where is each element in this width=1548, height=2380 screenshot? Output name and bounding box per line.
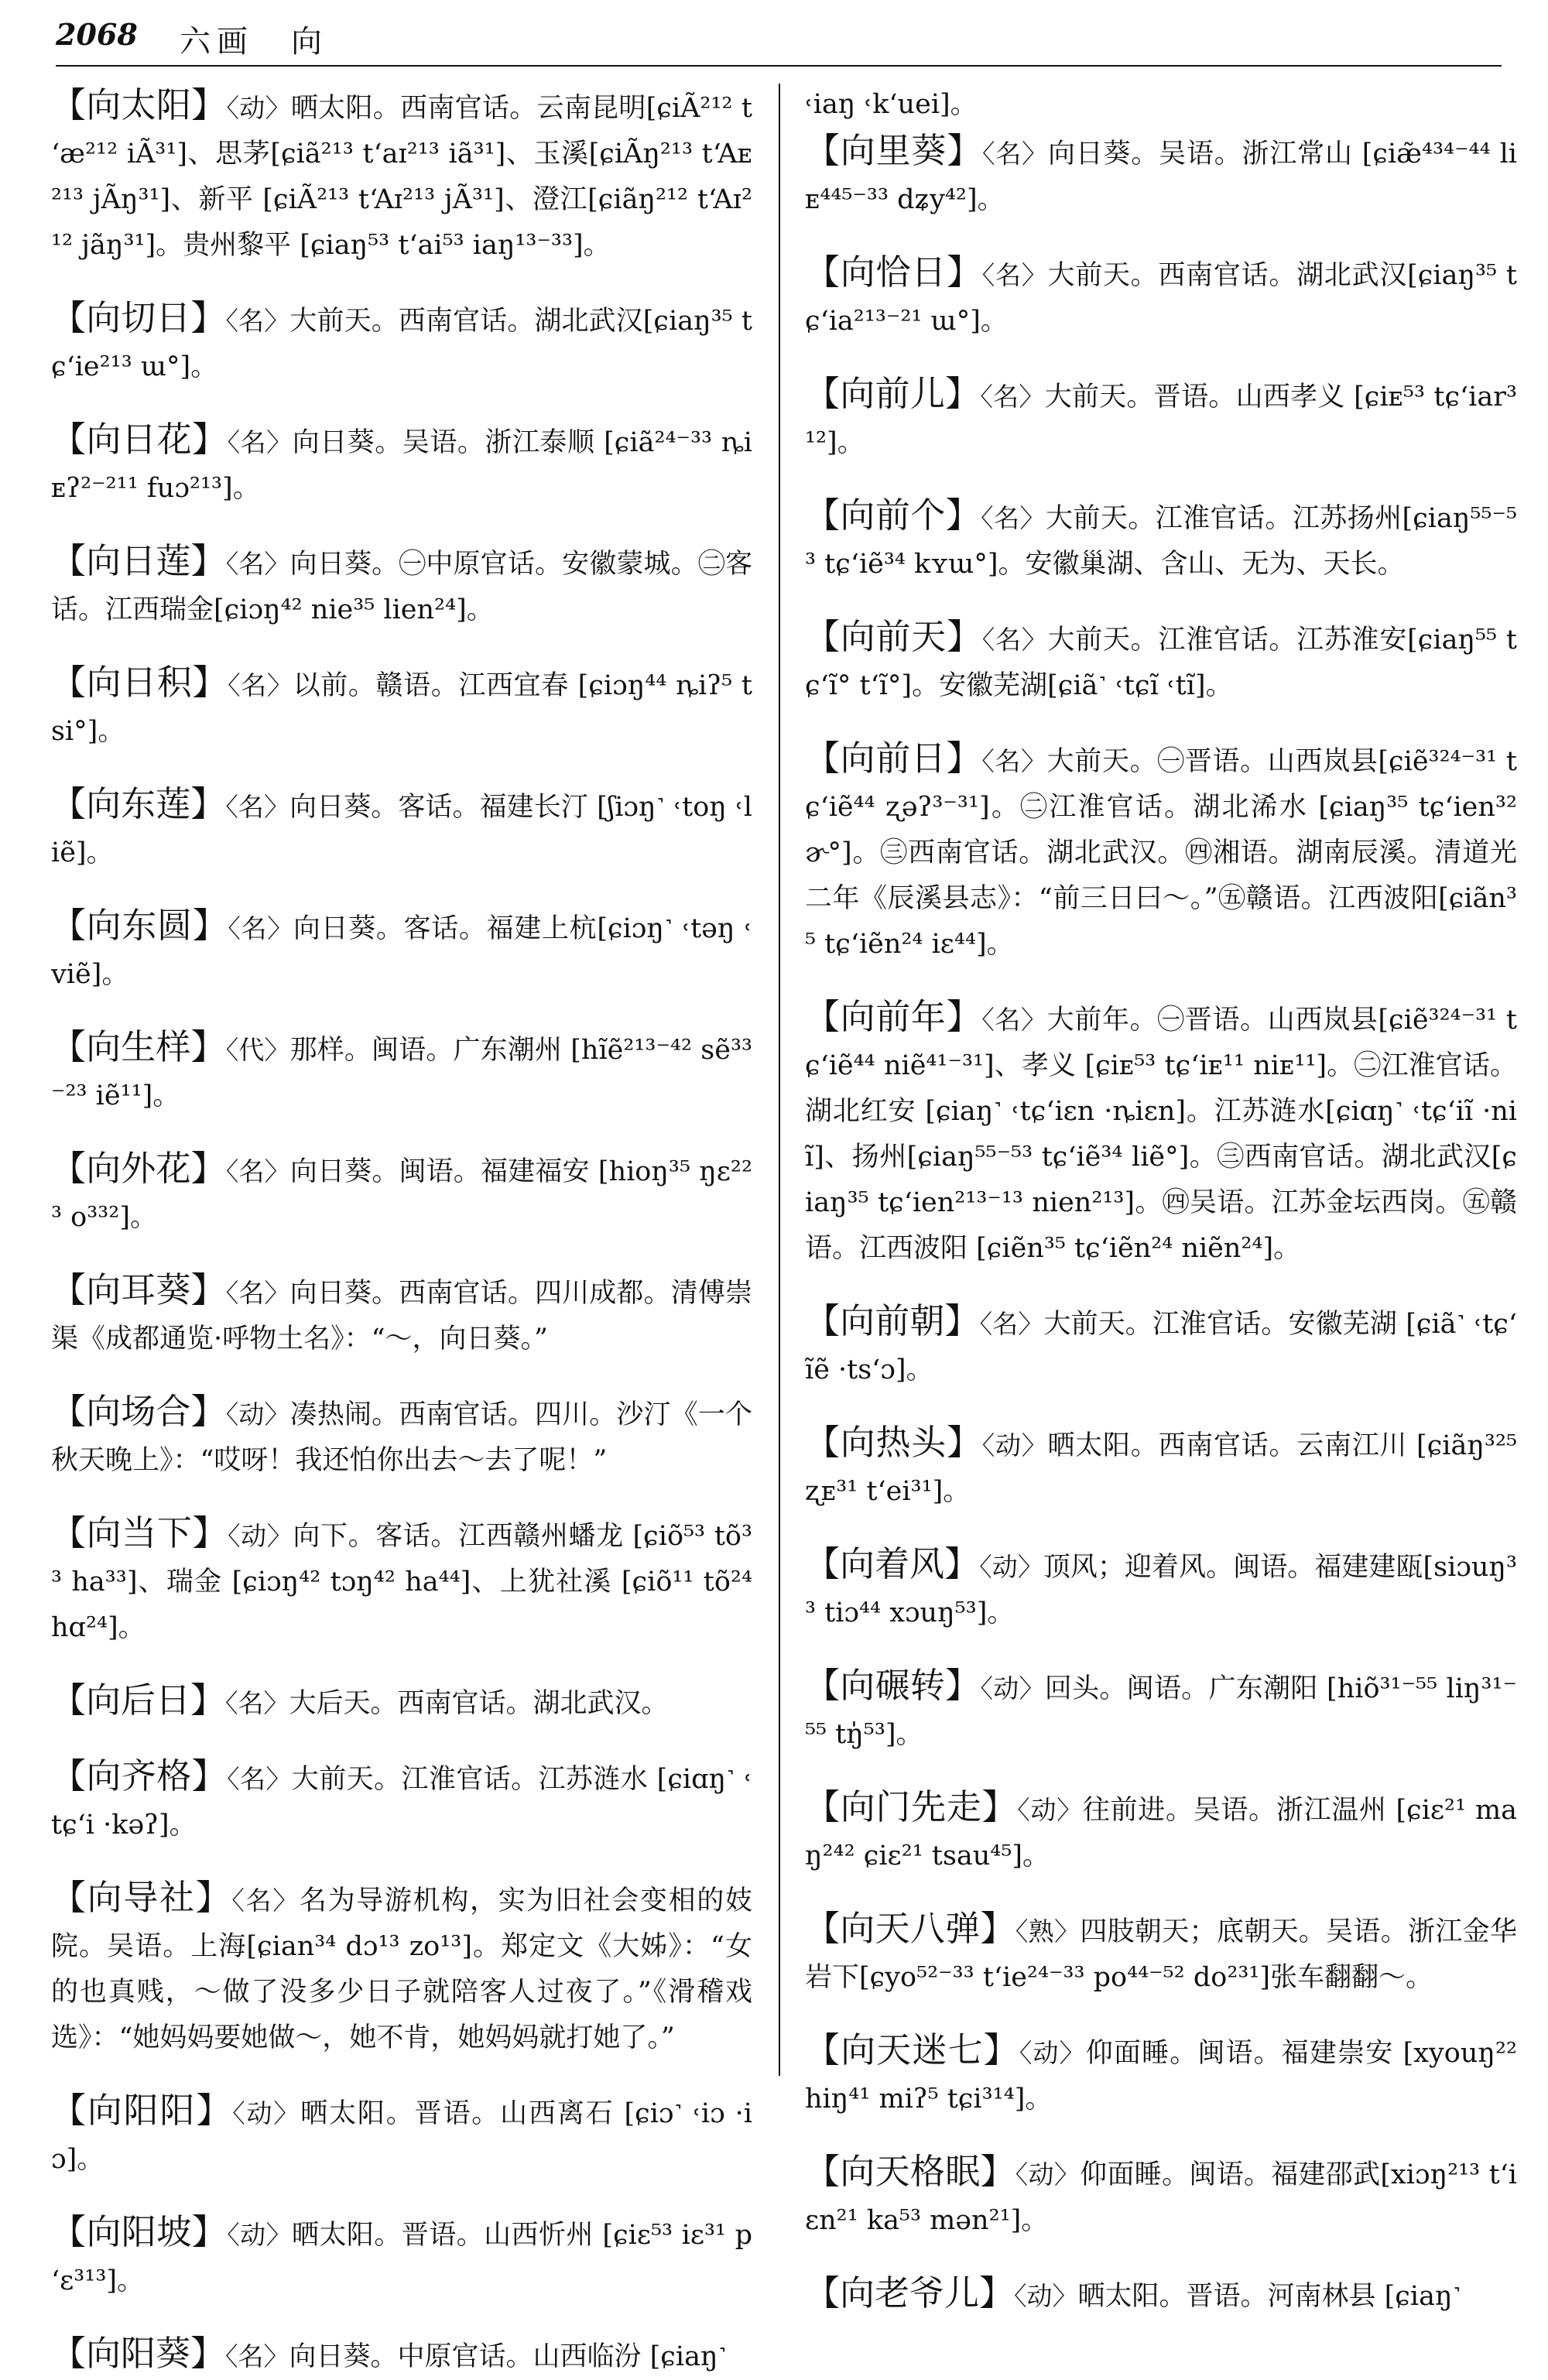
entry-definition: 晒太阳。西南官话。云南江川 [ɕiãŋ³²⁵ ʐᴇ³¹ tʻei³¹]。 [805, 1430, 1518, 1507]
part-of-speech: 〈名〉 [227, 427, 293, 457]
dictionary-entry [51, 295, 752, 390]
entry-definition: 大前天。西南官话。湖北武汉[ɕiaŋ³⁵ tɕʻia²¹³⁻²¹ ɯ°]。 [805, 260, 1517, 337]
entry-definition: 大前天。晋语。山西孝义 [ɕiᴇ⁵³ tɕʻiar³¹²]。 [805, 382, 1517, 458]
entry-definition: 回头。闽语。广东潮阳 [hiõ³¹⁻⁵⁵ liŋ³¹⁻⁵⁵ tŋ̍⁵³]。 [805, 1673, 1517, 1750]
entry-headword: 【向前儿】 [805, 373, 981, 414]
header-rule [56, 65, 1502, 67]
entry-definition: 往前进。吴语。浙江温州 [ɕiɛ²¹ maŋ²⁴² ɕiɛ²¹ tsau⁴⁵]。 [805, 1795, 1518, 1871]
entry-headword: 【向前年】 [805, 996, 982, 1037]
dictionary-entry [805, 371, 1517, 466]
dictionary-entry [805, 1298, 1517, 1393]
page-number: 2068 [56, 17, 138, 52]
entry-definition: 向日葵。中原官话。山西临汾 [ɕiaŋ˺ [289, 2341, 728, 2372]
dictionary-entry [51, 1145, 752, 1241]
entry-headword: 【向场合】 [51, 1391, 226, 1432]
entry-definition: 向日葵。西南官话。四川成都。清傅崇渠《成都通览·呼物土名》：“～，向日葵。” [51, 1278, 752, 1354]
part-of-speech: 〈名〉 [981, 746, 1047, 776]
entry-headword: 【向日积】 [51, 662, 228, 703]
dictionary-entry [805, 1906, 1517, 2001]
entry-definition: 向日葵。客话。福建长汀 [ʃiɔŋ˺ ˓toŋ ˓liẽ]。 [51, 792, 752, 868]
continuation-text: ˓iaŋ ˓kʻuei]。 [805, 89, 978, 120]
part-of-speech: 〈名〉 [981, 503, 1046, 533]
part-of-speech: 〈名〉 [225, 2341, 289, 2371]
entry-headword: 【向导社】 [51, 1877, 232, 1918]
dictionary-entry [51, 1677, 752, 1727]
part-of-speech: 〈动〉 [1014, 2281, 1078, 2311]
entry-definition: 晒太阳。西南官话。云南昆明[ɕiÃ²¹² tʻæ²¹² iÃ³¹]、思茅[ɕiã²¹³ tʻaɪ²¹³ iã³¹]、玉溪[ɕiÃŋ²¹³ tʻAᴇ²¹³ jÃŋ³¹]、新平 [ɕiÃ²¹³ tʻAɪ²¹³ jÃ³¹]、澄江[ɕiãŋ²¹² tʻAɪ²¹² jãŋ³¹]。贵州黎平 [ɕiaŋ⁵³ tʻai⁵³ iaŋ¹³⁻³³]。 [51, 93, 753, 261]
entry-definition: 向日葵。吴语。浙江常山 [ɕiæ̃⁴³⁴⁻⁴⁴ liᴇ⁴⁴⁵⁻³³ dʑy⁴²]。 [805, 139, 1517, 215]
entry-definition: 大前天。江淮官话。江苏淮安[ɕiaŋ⁵⁵ tɕʻĩ° tʻĩ°]。安徽芜湖[ɕiã˺ ˓tɕĩ ˓tĩ]。 [805, 625, 1517, 701]
part-of-speech: 〈名〉 [225, 792, 290, 822]
entry-headword: 【向东莲】 [51, 783, 226, 824]
entry-headword: 【向前天】 [805, 616, 982, 657]
dictionary-entry [51, 659, 752, 755]
entry-headword: 【向碾转】 [805, 1665, 981, 1706]
dictionary-entry [805, 2149, 1517, 2244]
section-title: 六画 向 [180, 24, 328, 60]
part-of-speech: 〈动〉 [227, 2220, 293, 2250]
entry-headword: 【向老爷儿】 [805, 2272, 1015, 2313]
part-of-speech: 〈名〉 [225, 1278, 290, 1308]
entry-definition: 大前天。江淮官话。江苏扬州[ɕiaŋ⁵⁵⁻⁵³ tɕʻiẽ³⁴ kʏɯ°]。安徽巢湖、含山、无为、天长。 [805, 503, 1517, 580]
part-of-speech: 〈名〉 [982, 139, 1048, 169]
entry-definition: 晒太阳。晋语。河南林县 [ɕiaŋ˺ [1077, 2281, 1462, 2312]
entry-definition: 向日葵。客话。福建上杭[ɕiɔŋ˺ ˓təŋ ˓viẽ]。 [51, 913, 752, 990]
right-column [805, 82, 1517, 2320]
dictionary-entry [51, 416, 752, 512]
entry-definition: 凑热闹。西南官话。四川。沙汀《一个秋天晚上》：“哎呀！我还怕你出去～去了呢！” [51, 1399, 752, 1476]
dictionary-entry [51, 2087, 752, 2183]
dictionary-entry [51, 1389, 752, 1484]
entry-definition: 那样。闽语。广东潮州 [hĩẽ²¹³⁻⁴² sẽ³³⁻²³ iẽ¹¹]。 [51, 1035, 753, 1111]
entry-definition: 大前天。西南官话。湖北武汉[ɕiaŋ³⁵ tɕʻie²¹³ ɯ°]。 [51, 306, 752, 382]
dictionary-entry [805, 249, 1517, 344]
part-of-speech: 〈代〉 [225, 1035, 290, 1065]
dictionary-entry [51, 1267, 752, 1362]
entry-definition: 向日葵。㊀中原官话。安徽蒙城。㊁客话。江西瑞金[ɕiɔŋ⁴² nie³⁵ lien²⁴]。 [51, 549, 752, 625]
entry-headword: 【向齐格】 [51, 1755, 228, 1796]
dictionary-entry [51, 1753, 752, 1848]
dictionary-entry [805, 994, 1517, 1272]
entry-definition: 向日葵。吴语。浙江泰顺 [ɕiã²⁴⁻³³ ȵiᴇʔ²⁻²¹¹ fuɔ²¹³]。 [51, 427, 752, 504]
entry-headword: 【向前朝】 [805, 1300, 980, 1341]
entry-definition: 仰面睡。闽语。福建崇安 [xyouŋ²² hiŋ⁴¹ miʔ⁵ tɕi³¹⁴]。 [805, 2038, 1518, 2115]
dictionary-entry [805, 492, 1517, 587]
dictionary-entry [805, 1541, 1517, 1636]
part-of-speech: 〈动〉 [981, 1430, 1048, 1461]
entry-definition: 大后天。西南官话。湖北武汉。 [289, 1688, 669, 1719]
part-of-speech: 〈名〉 [225, 306, 290, 336]
entry-headword: 【向着风】 [805, 1543, 980, 1584]
entry-definition: 晒太阳。晋语。山西忻州 [ɕiɛ⁵³ iɛ³¹ pʻɛ³¹³]。 [51, 2220, 752, 2296]
part-of-speech: 〈动〉 [226, 93, 291, 123]
dictionary-entry [51, 1510, 752, 1651]
part-of-speech: 〈名〉 [981, 1005, 1047, 1035]
entry-headword: 【向天八弹】 [805, 1908, 1015, 1949]
entry-definition: 顶风；迎着风。闽语。福建建瓯[siɔuŋ³³ tiɔ⁴⁴ xɔuŋ⁵³]。 [805, 1552, 1517, 1628]
entry-headword: 【向东圆】 [51, 905, 228, 946]
part-of-speech: 〈名〉 [980, 382, 1045, 412]
entry-headword: 【向当下】 [51, 1512, 228, 1553]
entry-definition: 大前天。㊀晋语。山西岚县[ɕiẽ³²⁴⁻³¹ tɕʻiẽ⁴⁴ ʐəʔ³⁻³¹]。㊁江淮官话。湖北浠水 [ɕiaŋ³⁵ tɕʻien³² ɚ°]。㊂西南官话。湖北武汉。㊃湘语。湖南辰溪。清道光二年《辰溪县志》：“前三日曰～。”㊄赣语。江西波阳[ɕiãn³⁵ tɕʻiẽn²⁴ iɛ⁴⁴]。 [805, 746, 1517, 960]
entry-headword: 【向门先走】 [805, 1786, 1018, 1827]
dictionary-entry [805, 735, 1517, 967]
entry-headword: 【向生样】 [51, 1026, 226, 1067]
part-of-speech: 〈名〉 [225, 549, 290, 579]
dictionary-entry [805, 614, 1517, 709]
dictionary-entry [805, 1419, 1517, 1515]
entry-definition: 四肢朝天；底朝天。吴语。浙江金华岩下[ɕyo⁵²⁻³³ tʻie²⁴⁻³³ po⁴⁴⁻⁵² do²³¹]张车翻翻～。 [805, 1916, 1517, 1993]
entry-headword: 【向日莲】 [51, 540, 226, 581]
part-of-speech: 〈名〉 [225, 1156, 290, 1187]
entry-headword: 【向恰日】 [805, 252, 982, 293]
page-header [56, 14, 1502, 60]
part-of-speech: 〈动〉 [1015, 2159, 1081, 2190]
part-of-speech: 〈动〉 [228, 1521, 293, 1551]
entry-headword: 【向天格眠】 [805, 2151, 1015, 2192]
entry-headword: 【向后日】 [51, 1680, 226, 1721]
entry-headword: 【向里葵】 [805, 130, 983, 171]
dictionary-entry [51, 1024, 752, 1119]
entry-headword: 【向阳坡】 [51, 2211, 228, 2252]
entry-headword: 【向热头】 [805, 1422, 982, 1463]
part-of-speech: 〈名〉 [981, 260, 1048, 290]
part-of-speech: 〈动〉 [232, 2098, 301, 2128]
entry-headword: 【向日花】 [51, 419, 228, 460]
dictionary-entry [805, 1784, 1517, 1879]
part-of-speech: 〈动〉 [1017, 1795, 1083, 1825]
dictionary-entry [51, 2209, 752, 2304]
part-of-speech: 〈动〉 [1019, 2038, 1086, 2068]
entry-definition: 以前。赣语。江西宜春 [ɕiɔŋ⁴⁴ ȵiʔ⁵ tsi°]。 [51, 670, 752, 747]
entry-definition: 向日葵。闽语。福建福安 [hioŋ³⁵ ŋɛ²²³ o³³²]。 [51, 1156, 752, 1233]
entry-headword: 【向太阳】 [51, 84, 227, 125]
part-of-speech: 〈动〉 [225, 1399, 290, 1430]
part-of-speech: 〈熟〉 [1015, 1916, 1081, 1947]
entry-headword: 【向阳阳】 [51, 2090, 233, 2131]
dictionary-entry [805, 2270, 1517, 2320]
dictionary-entry [51, 781, 752, 876]
dictionary-entry [51, 538, 752, 633]
part-of-speech: 〈名〉 [227, 1764, 292, 1794]
entry-definition: 向下。客话。江西赣州蟠龙 [ɕiõ⁵³ tõ³³ ha³³]、瑞金 [ɕiɔŋ⁴² tɔŋ⁴² ha⁴⁴]、上犹社溪 [ɕiõ¹¹ tõ²⁴ hɑ²⁴]。 [51, 1521, 752, 1643]
entry-definition: 仰面睡。闽语。福建邵武[xiɔŋ²¹³ tʻiɛn²¹ ka⁵³ mən²¹]。 [805, 2159, 1517, 2236]
dictionary-entry [51, 2330, 752, 2380]
entry-headword: 【向外花】 [51, 1148, 226, 1189]
entry-definition: 名为导游机构，实为旧社会变相的妓院。吴语。上海[ɕian³⁴ dɔ¹³ zo¹³]。郑定文《大姊》：“女的也真贱，～做了没多少日子就陪客人过夜了。”《滑稽戏选》：“她妈妈要她做～，她不肯，她妈妈就打她了。” [51, 1885, 752, 2053]
part-of-speech: 〈动〉 [980, 1673, 1045, 1704]
entry-headword: 【向天迷七】 [805, 2029, 1019, 2070]
entry-definition: 大前天。江淮官话。江苏涟水 [ɕiɑŋ˺ ˓tɕʻi ·kəʔ]。 [51, 1764, 752, 1841]
entry-definition: 晒太阳。晋语。山西离石 [ɕiɔ˺ ˓iɔ ·iɔ]。 [51, 2098, 752, 2175]
entry-headword: 【向阳葵】 [51, 2333, 226, 2374]
entry-headword: 【向前日】 [805, 738, 982, 779]
column-divider [779, 84, 780, 2076]
entry-headword: 【向切日】 [51, 297, 226, 338]
entry-definition: 大前天。江淮官话。安徽芜湖 [ɕiã˺ ˓tɕʻĩẽ ·tsʻɔ]。 [805, 1309, 1517, 1385]
entry-definition: 大前年。㊀晋语。山西岚县[ɕiẽ³²⁴⁻³¹ tɕʻiẽ⁴⁴ niẽ⁴¹⁻³¹]、孝义 [ɕiᴇ⁵³ tɕʻiᴇ¹¹ niᴇ¹¹]。㊁江淮官话。湖北红安 [ɕiaŋ˺ ˓tɕʻiɛn ·ȵiɛn]。江苏涟水[ɕiɑŋ˺ ˓tɕʻiĩ ·niĩ]、扬州[ɕiaŋ⁵⁵⁻⁵³ tɕʻiẽ³⁴ liẽ°]。㊂西南官话。湖北武汉[ɕiaŋ³⁵ tɕʻien²¹³⁻¹³ nien²¹³]。㊃吴语。江苏金坛西岗。㊄赣语。江西波阳 [ɕiẽn³⁵ tɕʻiẽn²⁴ niẽn²⁴]。 [805, 1005, 1517, 1264]
part-of-speech: 〈名〉 [225, 1688, 289, 1718]
part-of-speech: 〈动〉 [979, 1552, 1043, 1582]
dictionary-entry [51, 82, 752, 269]
dictionary-entry [805, 2027, 1517, 2122]
part-of-speech: 〈名〉 [228, 670, 293, 700]
dictionary-entry [51, 902, 752, 998]
dictionary-entry [805, 128, 1517, 223]
left-column [51, 82, 752, 2380]
part-of-speech: 〈名〉 [231, 1885, 300, 1916]
part-of-speech: 〈名〉 [228, 913, 293, 943]
part-of-speech: 〈名〉 [981, 625, 1048, 655]
entry-headword: 【向耳葵】 [51, 1269, 226, 1310]
entry-headword: 【向前个】 [805, 495, 981, 536]
part-of-speech: 〈名〉 [979, 1309, 1044, 1339]
dictionary-entry [805, 1663, 1517, 1758]
dictionary-entry [51, 1875, 752, 2061]
